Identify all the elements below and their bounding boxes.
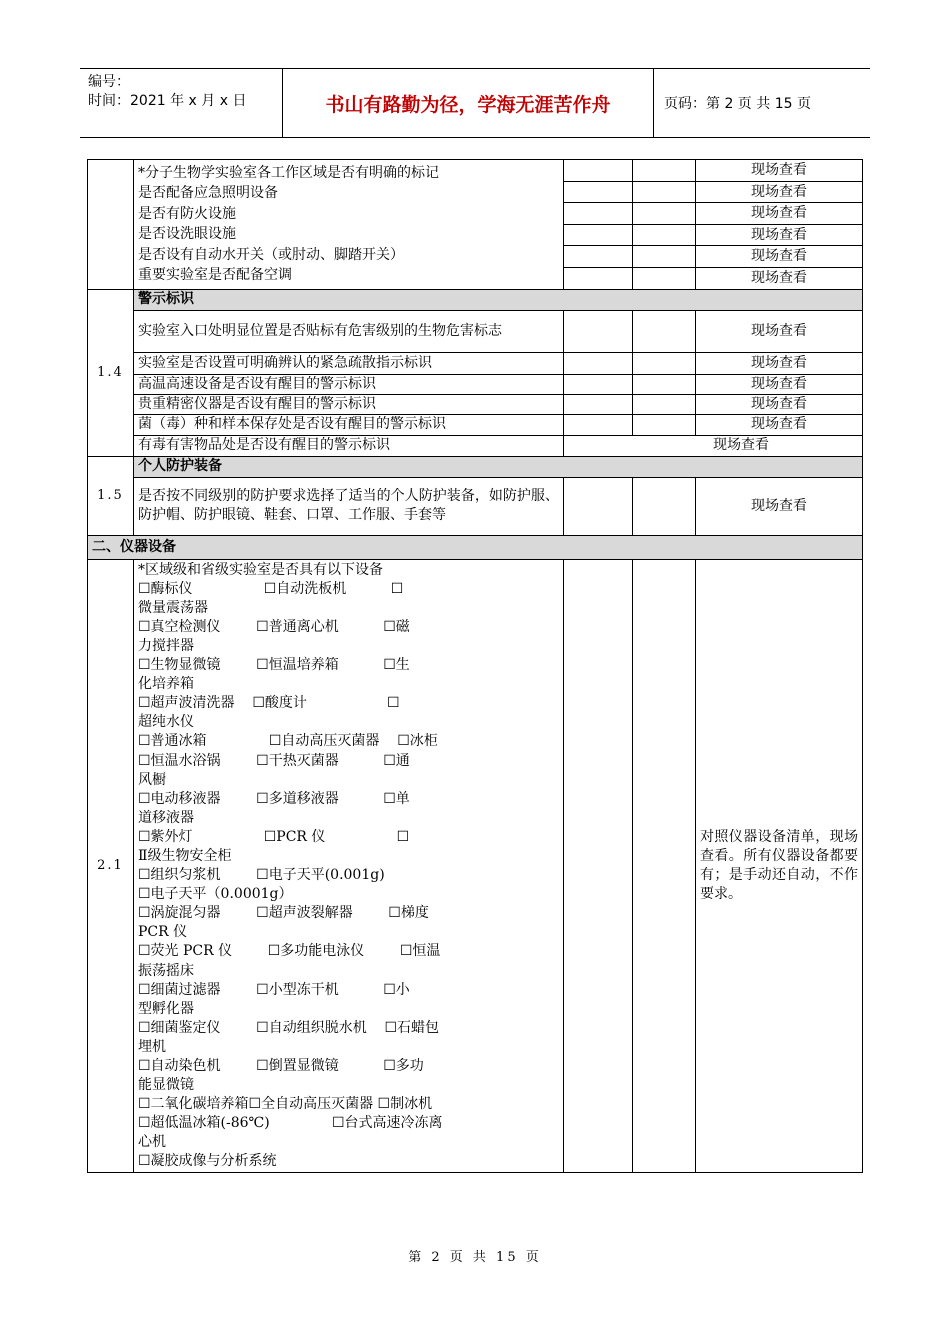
item-list — [138, 163, 559, 287]
list-item: 是否有防火设施 — [138, 205, 236, 222]
equipment-line: ☐凝胶成像与分析系统 — [138, 1153, 277, 1170]
equipment-line: 化培养箱 — [138, 676, 194, 693]
equipment-line: 振荡摇床 — [138, 962, 194, 979]
table-row — [88, 414, 863, 435]
table-row — [88, 374, 863, 394]
method-text: 现场查看 — [696, 310, 863, 352]
section-number: 1.5 — [88, 456, 134, 535]
list-item: 是否设有自动水开关（或肘动、脚踏开关） — [138, 246, 404, 263]
table-row — [88, 352, 863, 374]
equipment-line: ☐涡旋混匀器 ☐超声波裂解器 ☐梯度 — [138, 905, 429, 922]
section-header-row — [88, 289, 863, 310]
header-left — [80, 69, 282, 137]
method-text: 现场查看 — [696, 246, 862, 268]
item-text: 贵重精密仪器是否设有醒目的警示标识 — [134, 394, 564, 414]
item-text: 实验室入口处明显位置是否贴标有危害级别的生物危害标志 — [134, 310, 564, 352]
equipment-line: ☐酶标仪 ☐自动洗板机 ☐ — [138, 580, 404, 597]
equipment-line: 能显微镜 — [138, 1077, 194, 1094]
item-text: 菌（毒）种和样本保存处是否设有醒目的警示标识 — [134, 414, 564, 435]
equipment-line: 微量震荡器 — [138, 599, 208, 616]
section-number: 1.4 — [88, 289, 134, 456]
method-text: 现场查看 — [696, 203, 862, 225]
equipment-line: ☐组织匀浆机 ☐电子天平(0.001g) — [138, 867, 385, 884]
equipment-line: ☐电动移液器 ☐多道移液器 ☐单 — [138, 790, 410, 807]
list-item: *分子生物学实验室各工作区域是否有明确的标记 — [138, 164, 439, 181]
header-page-info: 页码：第 2 页 共 15 页 — [664, 96, 811, 112]
page-footer: 第 2 页 共 15 页 — [408, 1250, 542, 1265]
method-text: 现场查看 — [751, 269, 807, 286]
equipment-line: ☐超声波清洗器 ☐酸度计 ☐ — [138, 695, 400, 712]
method-text: 现场查看 — [696, 414, 863, 435]
section-header-row — [88, 535, 863, 559]
table-row — [88, 559, 863, 1172]
item-text-cell — [134, 160, 564, 290]
method-text: 现场查看 — [696, 374, 863, 394]
method-text: 现场查看 — [696, 182, 862, 204]
item-text: 有毒有害物品处是否设有醒目的警示标识 — [134, 435, 564, 456]
equipment-line: 超纯水仪 — [138, 714, 194, 731]
method-text: 现场查看 — [696, 477, 863, 535]
method-text: 现场查看 — [696, 225, 862, 247]
method-text: 现场查看 — [696, 160, 862, 182]
equipment-list-cell — [134, 559, 564, 1172]
list-item: 重要实验室是否配备空调 — [138, 267, 292, 284]
item-text: 高温高速设备是否设有醒目的警示标识 — [134, 374, 564, 394]
equipment-line: 心机 — [138, 1134, 166, 1151]
number-label: 编号： — [88, 74, 130, 90]
equipment-line: ☐荧光 PCR 仪 ☐多功能电泳仪 ☐恒温 — [138, 943, 441, 960]
equipment-line: ☐二氧化碳培养箱☐全自动高压灭菌器 ☐制冰机 — [138, 1096, 433, 1113]
table-row — [88, 160, 863, 290]
equipment-line: PCR 仪 — [138, 924, 188, 941]
section-header-row — [88, 456, 863, 477]
page-header — [80, 68, 870, 138]
equipment-line: 道移液器 — [138, 809, 194, 826]
equipment-line: ☐自动染色机 ☐倒置显微镜 ☐多功 — [138, 1058, 424, 1074]
equipment-line: ☐电子天平（0.0001g） — [138, 886, 293, 903]
section-title: 二、仪器设备 — [88, 535, 863, 559]
list-item: 是否配备应急照明设备 — [138, 185, 278, 202]
method-text: 现场查看 — [696, 394, 863, 414]
list-item: 是否设洗眼设施 — [138, 226, 236, 243]
method-cell — [696, 160, 863, 290]
method-text: 现场查看 — [696, 352, 863, 374]
header-motto: 书山有路勤为径，学海无涯苦作舟 — [282, 69, 654, 137]
equipment-line: ☐真空检测仪 ☐普通离心机 ☐磁 — [138, 618, 410, 635]
table-row — [88, 394, 863, 414]
check-cell — [564, 160, 633, 290]
equipment-line: 型孵化器 — [138, 1000, 194, 1017]
item-text: 实验室是否设置可明确辨认的紧急疏散指示标识 — [134, 352, 564, 374]
equipment-line: ☐紫外灯 ☐PCR 仪 ☐ — [138, 828, 410, 845]
check-cell — [633, 160, 696, 290]
section-title: 警示标识 — [134, 289, 863, 310]
item-text: 是否按不同级别的防护要求选择了适当的个人防护装备，如防护服、防护帽、防护眼镜、鞋套、口罩、工作服、手套等 — [134, 477, 564, 535]
equipment-line: 力搅拌器 — [138, 637, 194, 654]
equipment-line: 埋机 — [138, 1038, 166, 1055]
equipment-line: ☐普通冰箱 ☐自动高压灭菌器 ☐冰柜 — [138, 733, 438, 750]
section-number: 2.1 — [88, 559, 134, 1172]
equipment-line: 风橱 — [138, 771, 166, 788]
equipment-line: Ⅱ级生物安全柜 — [138, 847, 232, 864]
equipment-line: ☐生物显微镜 ☐恒温培养箱 ☐生 — [138, 657, 410, 674]
equipment-line: *区域级和省级实验室是否具有以下设备 — [138, 561, 383, 578]
table-row — [88, 435, 863, 456]
equipment-line: ☐细菌过滤器 ☐小型冻干机 ☐小 — [138, 981, 410, 998]
equipment-line: ☐恒温水浴锅 ☐干热灭菌器 ☐通 — [138, 752, 410, 769]
equipment-list — [138, 561, 559, 1172]
equipment-line: ☐细菌鉴定仪 ☐自动组织脱水机 ☐石蜡包 — [138, 1019, 440, 1036]
checklist-table — [87, 159, 863, 1173]
method-text: 现场查看 — [564, 435, 863, 456]
item-number-cell — [88, 160, 134, 290]
table-row — [88, 477, 863, 535]
equipment-line: ☐超低温冰箱(-86℃) ☐台式高速冷冻离 — [138, 1115, 443, 1132]
method-note: 对照仪器设备清单，现场查看。所有仪器设备都要有；是手动还自动，不作要求。 — [696, 559, 863, 1172]
time-label: 时间：2021 年 x 月 x 日 — [88, 93, 247, 109]
section-title: 个人防护装备 — [134, 456, 863, 477]
table-row — [88, 310, 863, 352]
